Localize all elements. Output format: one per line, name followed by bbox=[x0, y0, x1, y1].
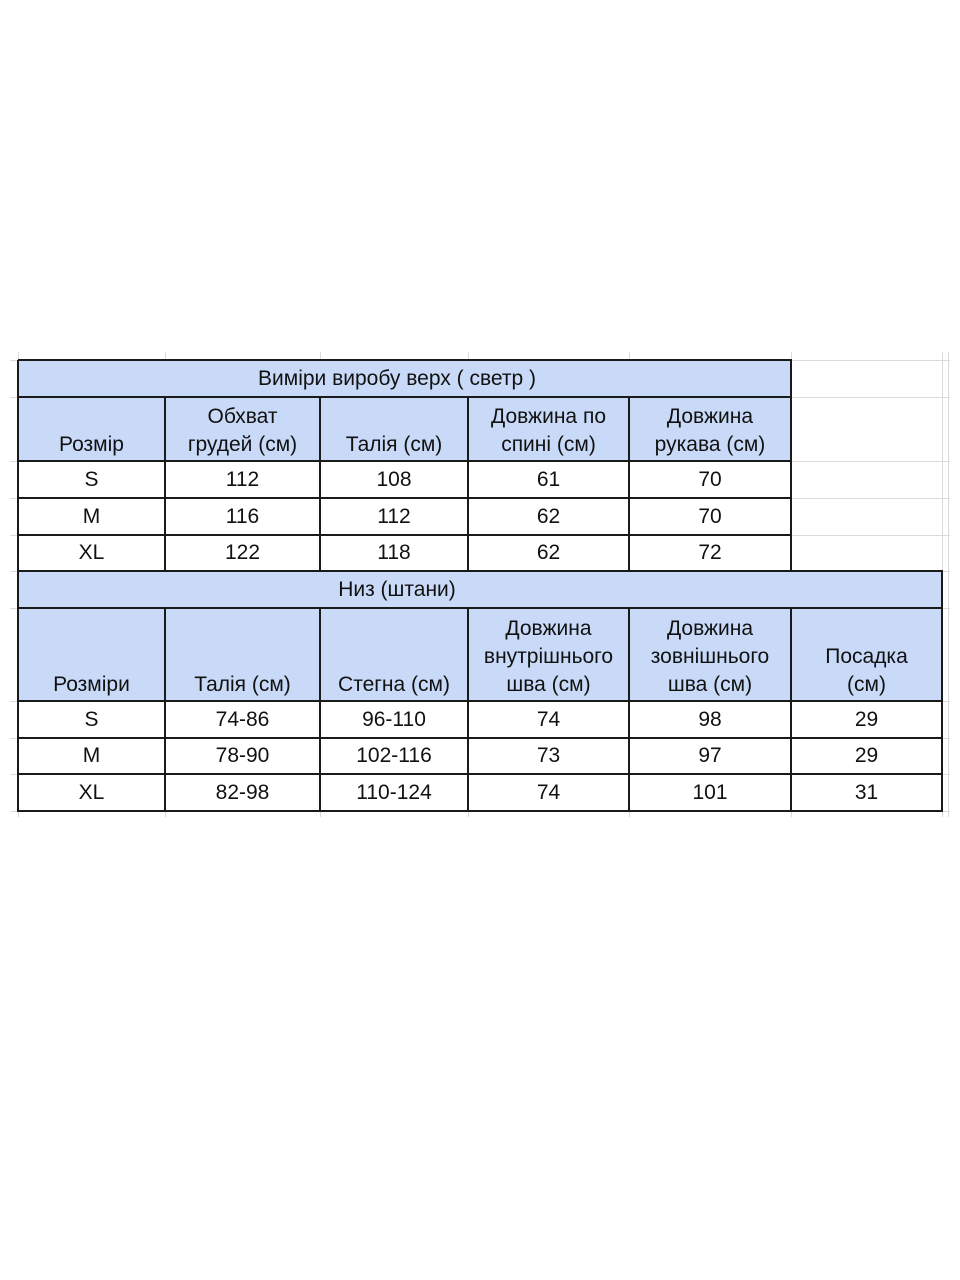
bottom-table-cell-r0-c1: 74-86 bbox=[215, 707, 270, 731]
top-table-header-1: Обхват грудей (см) bbox=[187, 405, 298, 456]
gridline-col-7 bbox=[948, 352, 949, 817]
bottom-table-cell-r2-c2: 110-124 bbox=[356, 780, 432, 804]
top-table-cell-r2-c3: 62 bbox=[536, 541, 561, 564]
bottom-table-cell-r2-c0: XL bbox=[78, 780, 105, 804]
bottom-table-cell-r1-c3: 73 bbox=[536, 744, 561, 767]
bottom-table-cell-r0-c3: 74 bbox=[536, 707, 561, 731]
bottom-table-cell-r1-c4: 97 bbox=[698, 744, 722, 767]
top-table-cell-r1-c3: 62 bbox=[536, 504, 561, 528]
top-table-header-4: Довжина рукава (см) bbox=[654, 405, 766, 456]
bottom-table-cell-r1-c2: 102-116 bbox=[356, 744, 432, 767]
top-table-cell-r2-c0: XL bbox=[78, 541, 105, 564]
top-table-header-3: Довжина по спині (см) bbox=[491, 405, 606, 456]
top-table-cell-r1-c2: 112 bbox=[377, 504, 411, 528]
bottom-table-cell-r2-c4: 101 bbox=[692, 780, 728, 804]
bottom-table-cell-r1-c0: M bbox=[82, 744, 101, 767]
top-table-cell-r1-c1: 116 bbox=[225, 504, 260, 528]
bottom-table-cell-r0-c4: 98 bbox=[698, 707, 722, 731]
top-table-header-2: Талія (см) bbox=[345, 433, 443, 456]
bottom-table-cell-r2-c5: 31 bbox=[854, 780, 879, 804]
top-table-cell-r1-c0: M bbox=[82, 504, 101, 528]
bottom-table-header-0: Розміри bbox=[53, 673, 130, 696]
bottom-table-cell-r0-c0: S bbox=[84, 707, 99, 731]
top-table-cell-r0-c0: S bbox=[84, 467, 99, 491]
top-table-cell-r0-c1: 112 bbox=[225, 467, 260, 491]
bottom-table-cell-r2-c1: 82-98 bbox=[215, 780, 270, 804]
top-table-cell-r2-c4: 72 bbox=[698, 541, 722, 564]
bottom-table-cell-r0-c5: 29 bbox=[854, 707, 879, 731]
bottom-table-cell-r1-c1: 78-90 bbox=[215, 744, 270, 767]
top-table-cell-r2-c2: 118 bbox=[377, 541, 411, 564]
top-table-cell-r1-c4: 70 bbox=[698, 504, 722, 528]
bottom-table-cell-r1-c5: 29 bbox=[854, 744, 879, 767]
top-table-cell-r0-c3: 61 bbox=[536, 467, 561, 491]
bottom-table-cell-r0-c2: 96-110 bbox=[362, 707, 426, 731]
bottom-table-title: Низ (штани) bbox=[338, 577, 456, 601]
bottom-table-header-2: Стегна (см) bbox=[338, 673, 450, 696]
bottom-table-header-1: Талія (см) bbox=[194, 673, 291, 696]
top-table-title: Виміри виробу верх ( светр ) bbox=[258, 366, 536, 390]
bottom-table-header-3: Довжина внутрішнього шва (см) bbox=[483, 617, 614, 696]
top-table-cell-r0-c4: 70 bbox=[698, 467, 722, 491]
bottom-table-header-5: Посадка (см) bbox=[825, 645, 908, 696]
bottom-table-cell-r2-c3: 74 bbox=[536, 780, 561, 804]
top-table-cell-r0-c2: 108 bbox=[376, 467, 412, 491]
top-table-cell-r2-c1: 122 bbox=[224, 541, 261, 564]
top-table-header-0: Розмір bbox=[59, 433, 124, 456]
bottom-table-header-4: Довжина зовнішнього шва (см) bbox=[650, 617, 770, 696]
